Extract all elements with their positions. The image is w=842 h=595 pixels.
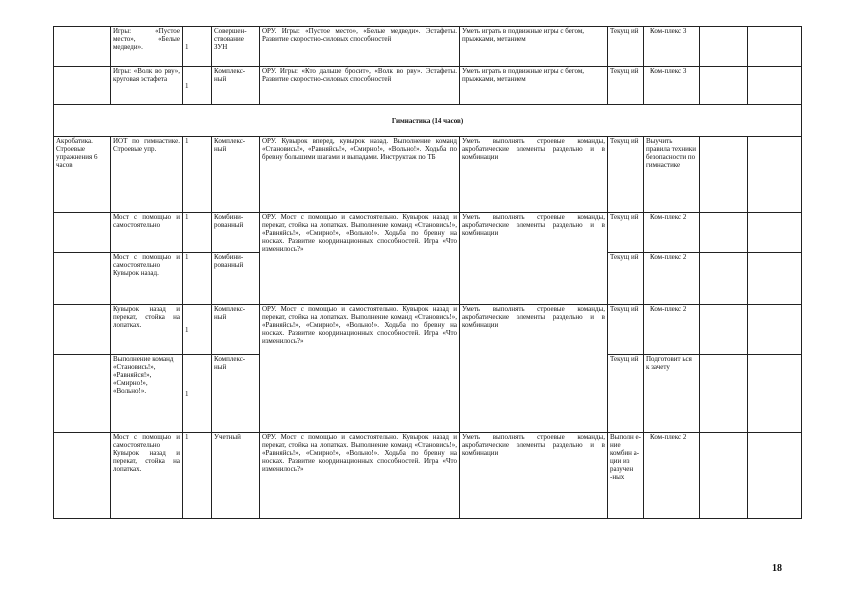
table-row — [54, 67, 802, 105]
lesson-content-cell: ОРУ. Игры: «Кто дальше бросит», «Волк во рву». Эстафеты. Развитие скоростно-силовых способностей — [260, 67, 460, 105]
table-row — [54, 27, 802, 67]
control-type-cell: Текущ ий — [608, 27, 644, 67]
control-type-cell: Текущ ий — [608, 67, 644, 105]
requirements-cell: Уметь выполнять строевые команды, акробатические элементы раздельно и в комбинации — [460, 137, 608, 213]
date-plan-cell — [700, 433, 748, 519]
section-header: Гимнастика (14 часов) — [54, 105, 802, 137]
date-fact-cell — [748, 67, 802, 105]
date-plan-cell — [700, 137, 748, 213]
hours-cell: 1 — [183, 355, 212, 433]
date-fact-cell — [748, 213, 802, 253]
homework-cell: Ком-плекс 2 — [644, 433, 700, 519]
date-plan-cell — [700, 305, 748, 355]
date-fact-cell — [748, 305, 802, 355]
requirements-cell: Уметь играть в подвижные игры с бегом, прыжками, метанием — [460, 67, 608, 105]
table-row — [54, 213, 802, 253]
date-fact-cell — [748, 433, 802, 519]
section-cell — [54, 213, 111, 253]
hours-cell: 1 — [183, 213, 212, 253]
date-plan-cell — [700, 355, 748, 433]
date-plan-cell — [700, 213, 748, 253]
homework-cell: Ком-плекс 3 — [644, 67, 700, 105]
section-cell: Акробатика. Строевые упражнения 6 часов — [54, 137, 111, 213]
hours-cell: 1 — [183, 137, 212, 213]
homework-cell: Ком-плекс 3 — [644, 27, 700, 67]
homework-cell: Подготовит ься к зачету — [644, 355, 700, 433]
lesson-topic-cell: Мост с помощью и самостоятельно — [111, 213, 183, 253]
lesson-topic-cell: ИОТ по гимнастике. Строевые упр. — [111, 137, 183, 213]
lesson-content-cell: ОРУ. Игры: «Пустое место», «Белые медведи». Эстафеты. Развитие скоростно-силовых способностей — [260, 27, 460, 67]
section-cell — [54, 67, 111, 105]
control-type-cell: Текущ ий — [608, 213, 644, 253]
lesson-type-cell: Комплекс-ный — [212, 305, 260, 355]
lesson-topic-cell: Выполнение команд «Становись!», «Равняйся!», «Смирно!», «Вольно!». — [111, 355, 183, 433]
lesson-topic-cell: Кувырок назад и перекат, стойка на лопатках. — [111, 305, 183, 355]
lesson-type-cell: Совершен-ствование ЗУН — [212, 27, 260, 67]
section-cell — [54, 355, 111, 433]
control-type-cell: Выполн е-ние комбин а-ции из разучен -ных — [608, 433, 644, 519]
lesson-content-cell: ОРУ. Мост с помощью и самостоятельно. Кувырок назад и перекат, стойка на лопатках. Выполнение команд «Становись!», «Равняйсь!», «Смирно!», «Вольно!». Ходьба по бревну на носках. Развитие координационных способностей. Игра «Что изменилось?» — [260, 213, 460, 305]
requirements-cell: Уметь выполнять строевые команды, акробатические элементы раздельно и в комбинации — [460, 433, 608, 519]
lesson-plan-table — [53, 26, 802, 519]
date-plan-cell — [700, 253, 748, 305]
control-type-cell: Текущ ий — [608, 253, 644, 305]
date-plan-cell — [700, 67, 748, 105]
date-plan-cell — [700, 27, 748, 67]
hours-cell: 1 — [183, 433, 212, 519]
section-cell — [54, 305, 111, 355]
lesson-topic-cell: Мост с помощью и самостоятельно Кувырок назад. — [111, 253, 183, 305]
requirements-cell: Уметь выполнять строевые команды, акробатические элементы раздельно и в комбинации — [460, 305, 608, 433]
date-fact-cell — [748, 355, 802, 433]
table-row — [54, 305, 802, 355]
homework-cell: Выучить правила техники безопасности по гимнастике — [644, 137, 700, 213]
date-fact-cell — [748, 137, 802, 213]
section-cell — [54, 433, 111, 519]
hours-cell: 1 — [183, 67, 212, 105]
requirements-cell: Уметь выполнять строевые команды, акробатические элементы раздельно и в комбинации — [460, 213, 608, 305]
lesson-topic-cell: Игры: «Пустое место», «Белые медведи». — [111, 27, 183, 67]
date-fact-cell — [748, 253, 802, 305]
lesson-type-cell: Комплекс-ный — [212, 355, 260, 433]
homework-cell: Ком-плекс 2 — [644, 305, 700, 355]
table-row — [54, 433, 802, 519]
lesson-topic-cell: Мост с помощью и самостоятельно Кувырок назад и перекат, стойка на лопатках. — [111, 433, 183, 519]
hours-cell: 1 — [183, 305, 212, 355]
control-type-cell: Текущ ий — [608, 137, 644, 213]
section-cell — [54, 253, 111, 305]
section-header-row — [54, 105, 802, 137]
lesson-type-cell: Комплекс-ный — [212, 137, 260, 213]
lesson-type-cell: Комплекс-ный — [212, 67, 260, 105]
homework-cell: Ком-плекс 2 — [644, 213, 700, 253]
lesson-content-cell: ОРУ. Мост с помощью и самостоятельно. Кувырок назад и перекат, стойка на лопатках. Выполнение команд «Становись!», «Равняйсь!», «Смирно!», «Вольно!». Ходьба по бревну на носках. Развитие координационных способностей. Игра «Что изменилось?» — [260, 433, 460, 519]
control-type-cell: Текущ ий — [608, 355, 644, 433]
lesson-content-cell: ОРУ. Мост с помощью и самостоятельно. Кувырок назад и перекат, стойка на лопатках. Выполнение команд «Становись!», «Равняйсь!», «Смирно!», «Вольно!». Ходьба по бревну на носках. Развитие координационных способностей. Игра «Что изменилось?» — [260, 305, 460, 433]
hours-cell: 1 — [183, 27, 212, 67]
control-type-cell: Текущ ий — [608, 305, 644, 355]
lesson-content-cell: ОРУ. Кувырок вперед, кувырок назад. Выполнение команд «Становись!», «Равняйсь!», «Смирно!», «Вольно!». Ходьба по бревну большими шагами и выпадами. Инструктаж по ТБ — [260, 137, 460, 213]
homework-cell: Ком-плекс 2 — [644, 253, 700, 305]
page-number: 18 — [772, 563, 782, 574]
lesson-type-cell: Учетный — [212, 433, 260, 519]
lesson-type-cell: Комбини-рованный — [212, 253, 260, 305]
section-cell — [54, 27, 111, 67]
lesson-topic-cell: Игры: «Волк во рву», круговая эстафета — [111, 67, 183, 105]
requirements-cell: Уметь играть в подвижные игры с бегом, прыжками, метанием — [460, 27, 608, 67]
date-fact-cell — [748, 27, 802, 67]
table-row — [54, 137, 802, 213]
lesson-type-cell: Комбини-рованный — [212, 213, 260, 253]
hours-cell: 1 — [183, 253, 212, 305]
